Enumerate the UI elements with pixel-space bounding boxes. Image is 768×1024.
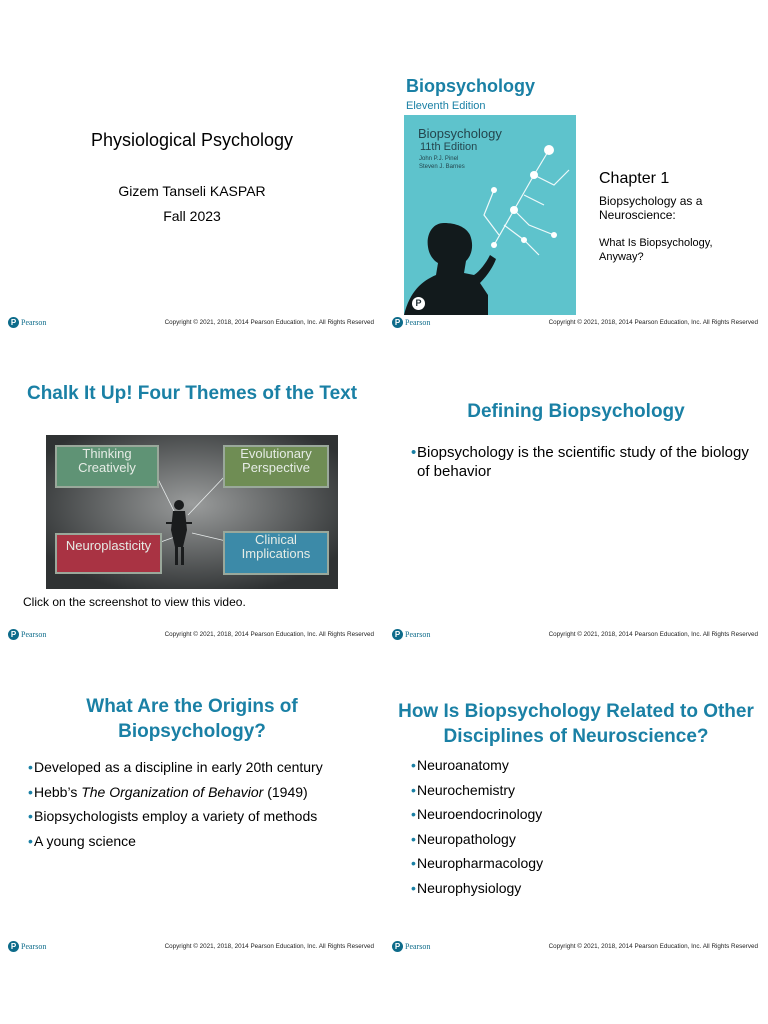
slide-heading: How Is Biopsychology Related to Other Disciplines of Neuroscience? bbox=[398, 701, 754, 747]
cover-edition: 11th Edition bbox=[420, 141, 478, 153]
theme-label: Evolutionary Perspective bbox=[240, 446, 312, 475]
slide-footer bbox=[0, 317, 384, 331]
copyright-text: Copyright © 2021, 2018, 2014 Pearson Education, Inc. All Rights Reserved bbox=[164, 319, 374, 326]
copyright-text: Copyright © 2021, 2018, 2014 Pearson Education, Inc. All Rights Reserved bbox=[548, 631, 758, 638]
copyright-text: Copyright © 2021, 2018, 2014 Pearson Education, Inc. All Rights Reserved bbox=[164, 631, 374, 638]
pearson-logo-text: Pearson bbox=[405, 318, 431, 327]
list-item: • Biopsychology is the scientific study of the biology of behavior bbox=[411, 443, 751, 481]
list-item-text: Hebb’s bbox=[34, 783, 82, 800]
pearson-logo-text: Pearson bbox=[405, 630, 431, 639]
book-edition: Eleventh Edition bbox=[406, 100, 486, 112]
video-thumbnail[interactable] bbox=[46, 435, 338, 589]
slide-chapter bbox=[384, 24, 768, 336]
pearson-logo bbox=[392, 941, 430, 952]
pearson-logo-icon: P bbox=[8, 629, 19, 640]
slide-related-disciplines bbox=[384, 648, 768, 960]
list-item: • Neuroendocrinology bbox=[411, 802, 751, 827]
pearson-logo-icon: P bbox=[392, 317, 403, 328]
presentation-title: Physiological Psychology bbox=[90, 130, 294, 150]
pearson-logo bbox=[8, 317, 46, 328]
pearson-logo-text: Pearson bbox=[21, 318, 47, 327]
list-item: • Biopsychologists employ a variety of methods bbox=[28, 804, 368, 829]
cover-author: Steven J. Barnes bbox=[419, 164, 465, 170]
book-title: Biopsychology bbox=[406, 76, 536, 96]
list-item-text: (1949) bbox=[263, 783, 308, 800]
pearson-logo-icon: P bbox=[8, 317, 19, 328]
video-caption: Click on the screenshot to view this video. bbox=[23, 595, 246, 609]
copyright-text: Copyright © 2021, 2018, 2014 Pearson Education, Inc. All Rights Reserved bbox=[548, 319, 758, 326]
pearson-logo-icon: P bbox=[412, 297, 425, 310]
pearson-logo bbox=[8, 629, 46, 640]
pearson-logo-icon: P bbox=[392, 941, 403, 952]
slide-themes bbox=[0, 336, 384, 648]
bullet-list bbox=[411, 753, 751, 900]
cover-author: John P.J. Pinel bbox=[419, 156, 459, 162]
slide-heading: What Are the Origins of Biopsychology? bbox=[86, 696, 298, 742]
term-label: Fall 2023 bbox=[163, 208, 221, 224]
pearson-logo-text: Pearson bbox=[21, 942, 47, 951]
list-item bbox=[28, 780, 368, 805]
chapter-label: Chapter 1 bbox=[599, 170, 670, 187]
slide-title bbox=[0, 24, 384, 336]
slide-footer bbox=[384, 629, 768, 643]
theme-box bbox=[223, 531, 329, 575]
book-title-italic: The Organization of Behavior bbox=[81, 783, 264, 800]
slide-footer bbox=[0, 941, 384, 955]
list-item: • A young science bbox=[28, 829, 368, 854]
pearson-logo bbox=[392, 317, 430, 328]
cover-title: Biopsychology bbox=[418, 126, 502, 141]
pearson-logo-icon: P bbox=[392, 629, 403, 640]
slide-defining bbox=[384, 336, 768, 648]
pearson-logo bbox=[8, 941, 46, 952]
slide-origins bbox=[0, 648, 384, 960]
slide-heading: Defining Biopsychology bbox=[467, 401, 685, 422]
chapter-question: What Is Biopsychology, Anyway? bbox=[599, 237, 713, 263]
copyright-text: Copyright © 2021, 2018, 2014 Pearson Education, Inc. All Rights Reserved bbox=[164, 943, 374, 950]
list-item: • Neuropharmacology bbox=[411, 851, 751, 876]
book-cover bbox=[404, 115, 576, 315]
theme-label: Thinking Creatively bbox=[78, 446, 136, 475]
list-item: • Developed as a discipline in early 20th century bbox=[28, 755, 368, 780]
theme-box bbox=[55, 445, 159, 488]
slide-heading: Chalk It Up! Four Themes of the Text bbox=[26, 383, 358, 404]
copyright-text: Copyright © 2021, 2018, 2014 Pearson Education, Inc. All Rights Reserved bbox=[548, 943, 758, 950]
list-item: • Neuroanatomy bbox=[411, 753, 751, 778]
list-item: • Neuropathology bbox=[411, 827, 751, 852]
theme-box bbox=[223, 445, 329, 488]
theme-label: Clinical Implications bbox=[241, 532, 311, 561]
theme-box bbox=[55, 533, 162, 574]
bullet-list bbox=[28, 755, 368, 853]
pearson-logo bbox=[392, 629, 430, 640]
pearson-logo-icon: P bbox=[8, 941, 19, 952]
chapter-subtitle: Biopsychology as a Neuroscience: bbox=[599, 194, 703, 222]
slide-footer bbox=[384, 941, 768, 955]
pearson-logo-text: Pearson bbox=[405, 942, 431, 951]
pearson-logo-text: Pearson bbox=[21, 630, 47, 639]
list-item: • Neurochemistry bbox=[411, 778, 751, 803]
author-name: Gizem Tanseli KASPAR bbox=[118, 183, 266, 199]
slide-footer bbox=[0, 629, 384, 643]
theme-label: Neuroplasticity bbox=[65, 538, 152, 553]
slide-footer bbox=[384, 317, 768, 331]
bullet-list bbox=[411, 443, 751, 481]
list-item: • Neurophysiology bbox=[411, 876, 751, 901]
